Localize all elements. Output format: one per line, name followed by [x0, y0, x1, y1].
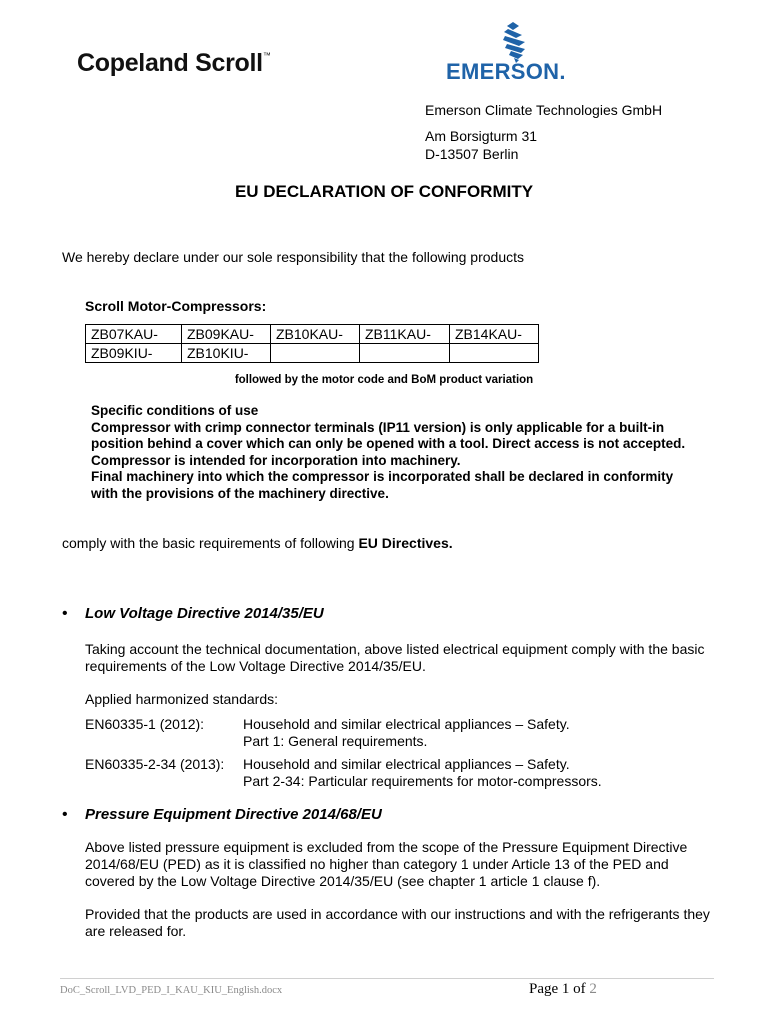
- table-cell: [271, 344, 360, 363]
- emerson-logo-icon: [499, 20, 531, 64]
- footer-filename: DoC_Scroll_LVD_PED_I_KAU_KIU_English.docx: [60, 985, 283, 996]
- comply-lead: comply with the basic requirements of following: [62, 535, 359, 551]
- lvd-heading: Low Voltage Directive 2014/35/EU: [85, 605, 324, 622]
- products-note: followed by the motor code and BoM product variation: [234, 374, 534, 386]
- trademark-symbol: ™: [262, 51, 271, 60]
- ped-provided-line: Provided that the products are used in accordance with our instructions and with the refrigerants they: [85, 906, 710, 922]
- table-row: [86, 344, 539, 363]
- lvd-body-line: Taking account the technical documentation, above listed electrical equipment comply with the basic: [85, 641, 705, 657]
- conditions-heading: Specific conditions of use: [91, 403, 259, 418]
- address-city: D-13507 Berlin: [425, 146, 519, 162]
- products-heading: Scroll Motor-Compressors:: [85, 298, 267, 314]
- table-cell: ZB10KIU-: [182, 344, 271, 363]
- copeland-logo-text: Copeland Scroll: [77, 49, 263, 77]
- footer-divider: [60, 978, 714, 979]
- comply-emphasis: EU Directives.: [358, 535, 453, 551]
- page-prefix: Page 1 of: [529, 981, 586, 997]
- ped-body-line: Above listed pressure equipment is excluded from the scope of the Pressure Equipment Directive: [85, 839, 688, 855]
- ped-body-line: 2014/68/EU (PED) as it is classified no higher than category 1 under Article 13 of the PED and: [85, 856, 669, 872]
- page-number: [529, 981, 597, 998]
- lvd-body-line: requirements of the Low Voltage Directive 2014/35/EU.: [85, 658, 426, 674]
- copeland-scroll-logo: [77, 49, 271, 78]
- ped-provided-line: are released for.: [85, 923, 187, 939]
- table-cell: ZB09KAU-: [182, 325, 271, 344]
- ped-provided: [85, 906, 710, 940]
- standard-desc-line: Household and similar electrical appliances – Safety.: [243, 756, 570, 772]
- standard-desc-line: Part 2-34: Particular requirements for motor-compressors.: [243, 772, 602, 789]
- table-cell: [360, 344, 450, 363]
- table-cell: ZB11KAU-: [360, 325, 450, 344]
- table-row: [86, 325, 539, 344]
- bullet-icon: •: [62, 605, 68, 622]
- table-cell: ZB10KAU-: [271, 325, 360, 344]
- document-title: EU DECLARATION OF CONFORMITY: [234, 182, 534, 201]
- address-street: Am Borsigturm 31: [425, 128, 538, 144]
- conditions-line: Compressor is intended for incorporation into machinery.: [91, 452, 461, 468]
- intro-text: We hereby declare under our sole responsibility that the following products: [62, 249, 524, 265]
- table-cell: ZB09KIU-: [86, 344, 182, 363]
- lvd-body: [85, 641, 704, 675]
- table-cell: ZB14KAU-: [450, 325, 539, 344]
- products-table: [85, 324, 539, 363]
- table-cell: [450, 344, 539, 363]
- conditions-line: position behind a cover which can only be opened with a tool. Direct access is not accepted.: [91, 436, 686, 451]
- emerson-logo-dot: .: [559, 59, 566, 84]
- comply-text: [62, 535, 453, 552]
- table-cell: ZB07KAU-: [86, 325, 182, 344]
- ped-body: [85, 839, 687, 890]
- standard-code: EN60335-1 (2012):: [85, 716, 205, 732]
- company-name: Emerson Climate Technologies GmbH: [425, 102, 663, 118]
- conditions-block: [91, 403, 731, 502]
- standard-desc-line: Household and similar electrical appliances – Safety.: [243, 716, 570, 732]
- standards-label: Applied harmonized standards:: [85, 691, 279, 707]
- standard-description: [243, 716, 570, 749]
- ped-body-line: covered by the Low Voltage Directive 2014/35/EU (see chapter 1 article 1 clause f).: [85, 873, 601, 889]
- conditions-line: Compressor with crimp connector terminals (IP11 version) is only applicable for a built-in: [91, 419, 665, 435]
- conditions-line: Final machinery into which the compressor is incorporated shall be declared in conformity: [91, 469, 674, 484]
- standard-code: EN60335-2-34 (2013):: [85, 756, 225, 772]
- ped-heading: Pressure Equipment Directive 2014/68/EU: [85, 806, 382, 823]
- emerson-logo: [446, 59, 566, 85]
- conditions-line: with the provisions of the machinery directive.: [91, 485, 389, 501]
- page-total: 2: [589, 981, 597, 997]
- bullet-icon: •: [62, 806, 68, 823]
- emerson-logo-text: EMERSON: [446, 59, 560, 84]
- standard-description: [243, 756, 602, 789]
- standard-desc-line: Part 1: General requirements.: [243, 732, 428, 749]
